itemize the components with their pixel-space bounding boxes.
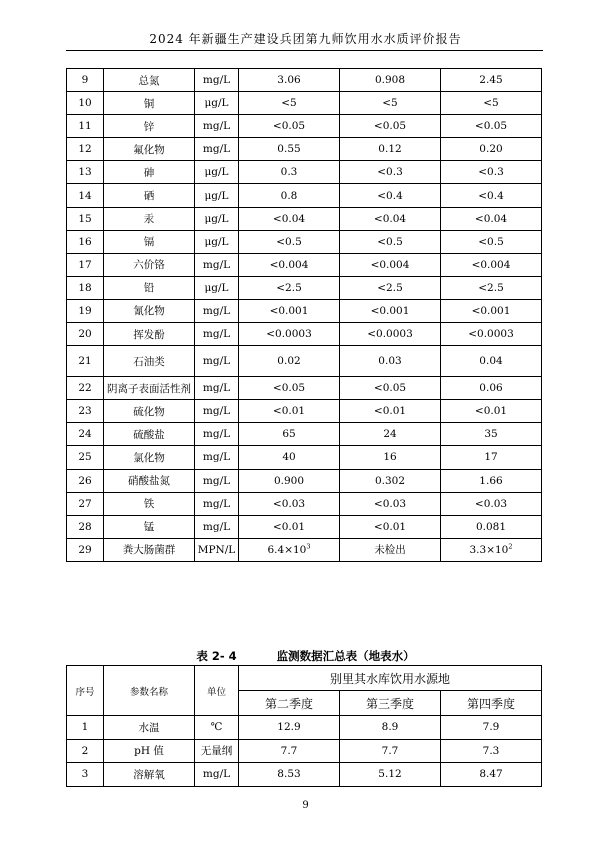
- parameter-unit: μg/L: [195, 184, 239, 207]
- parameter-unit: ℃: [195, 716, 239, 740]
- value-q3: <0.004: [340, 253, 441, 276]
- parameter-unit: μg/L: [195, 230, 239, 253]
- parameter-name: 六价铬: [104, 253, 195, 276]
- table-row: [67, 138, 542, 161]
- value-q3: 0.03: [340, 346, 441, 377]
- parameter-unit: mg/L: [195, 299, 239, 322]
- value-base: 6.4×10: [267, 543, 307, 556]
- parameter-name: 硫化物: [104, 400, 195, 423]
- value-q4: [441, 538, 542, 561]
- value-q4: 8.47: [441, 763, 542, 787]
- table-header-row: [67, 666, 542, 691]
- value-q2: <0.01: [239, 400, 340, 423]
- parameter-unit: mg/L: [195, 115, 239, 138]
- value-q2: <2.5: [239, 276, 340, 299]
- row-number: 24: [67, 423, 104, 446]
- parameter-name: 水温: [104, 716, 195, 740]
- row-number: 17: [67, 253, 104, 276]
- value-q2: <0.03: [239, 492, 340, 515]
- value-q3: 16: [340, 446, 441, 469]
- parameter-name: 锌: [104, 115, 195, 138]
- value-q4: 7.9: [441, 716, 542, 740]
- value-q2: 7.7: [239, 739, 340, 763]
- table-row: [67, 92, 542, 115]
- row-number: 2: [67, 739, 104, 763]
- table-row: [67, 400, 542, 423]
- parameter-unit: μg/L: [195, 207, 239, 230]
- value-q4: 7.3: [441, 739, 542, 763]
- table-row: [67, 739, 542, 763]
- row-number: 12: [67, 138, 104, 161]
- value-q4: 17: [441, 446, 542, 469]
- row-number: 27: [67, 492, 104, 515]
- table-row: [67, 253, 542, 276]
- value-q4: 0.20: [441, 138, 542, 161]
- header-q3: 第三季度: [340, 691, 441, 716]
- parameter-unit: mg/L: [195, 469, 239, 492]
- value-q2: <0.5: [239, 230, 340, 253]
- table-row: [67, 763, 542, 787]
- table-row: [67, 446, 542, 469]
- value-q2: <0.0003: [239, 323, 340, 346]
- value-q4: <0.001: [441, 299, 542, 322]
- row-number: 28: [67, 515, 104, 538]
- row-number: 13: [67, 161, 104, 184]
- page-header: 2024 年新疆生产建设兵团第九师饮用水水质评价报告: [149, 32, 462, 46]
- parameter-unit: mg/L: [195, 492, 239, 515]
- header-q2: 第二季度: [239, 691, 340, 716]
- row-number: 10: [67, 92, 104, 115]
- value-q3: 未检出: [340, 538, 441, 561]
- value-q3: <0.4: [340, 184, 441, 207]
- table-row: [67, 276, 542, 299]
- value-base: 3.3×10: [469, 543, 509, 556]
- value-q3: <5: [340, 92, 441, 115]
- row-number: 9: [67, 69, 104, 92]
- header-unit: 单位: [195, 666, 239, 716]
- value-q2: [239, 538, 340, 561]
- row-number: 19: [67, 299, 104, 322]
- value-q4: 0.081: [441, 515, 542, 538]
- row-number: 26: [67, 469, 104, 492]
- parameter-unit: MPN/L: [195, 538, 239, 561]
- parameter-name: 溶解氧: [104, 763, 195, 787]
- row-number: 25: [67, 446, 104, 469]
- parameter-name: 总氮: [104, 69, 195, 92]
- value-q3: 24: [340, 423, 441, 446]
- parameter-unit: mg/L: [195, 377, 239, 400]
- value-q2: 40: [239, 446, 340, 469]
- value-q2: <0.05: [239, 115, 340, 138]
- value-exponent: 2: [508, 542, 513, 551]
- parameter-unit: mg/L: [195, 400, 239, 423]
- value-q3: 0.908: [340, 69, 441, 92]
- header-q4: 第四季度: [441, 691, 542, 716]
- parameter-name: 氟化物: [104, 138, 195, 161]
- parameter-unit: mg/L: [195, 346, 239, 377]
- parameter-unit: μg/L: [195, 276, 239, 299]
- value-q4: <0.004: [441, 253, 542, 276]
- value-q2: 0.900: [239, 469, 340, 492]
- row-number: 14: [67, 184, 104, 207]
- value-q2: <5: [239, 92, 340, 115]
- parameter-name: 阴离子表面活性剂: [104, 377, 195, 400]
- row-number: 20: [67, 323, 104, 346]
- table-caption-title: 监测数据汇总表（地表水）: [276, 649, 415, 663]
- parameter-unit: mg/L: [195, 515, 239, 538]
- value-q3: <2.5: [340, 276, 441, 299]
- value-q3: <0.3: [340, 161, 441, 184]
- water-quality-table-body: [67, 69, 542, 562]
- parameter-unit: mg/L: [195, 69, 239, 92]
- row-number: 11: [67, 115, 104, 138]
- parameter-unit: μg/L: [195, 161, 239, 184]
- row-number: 15: [67, 207, 104, 230]
- value-q4: <0.3: [441, 161, 542, 184]
- parameter-unit: mg/L: [195, 253, 239, 276]
- table-row: [67, 323, 542, 346]
- value-q3: 0.302: [340, 469, 441, 492]
- table-row: [67, 115, 542, 138]
- table-row: [67, 230, 542, 253]
- value-q3: <0.001: [340, 299, 441, 322]
- value-q3: <0.04: [340, 207, 441, 230]
- parameter-unit: mg/L: [195, 763, 239, 787]
- table-row: [67, 469, 542, 492]
- value-q4: 1.66: [441, 469, 542, 492]
- value-q4: 0.04: [441, 346, 542, 377]
- value-q3: 8.9: [340, 716, 441, 740]
- value-q2: 0.02: [239, 346, 340, 377]
- row-number: 21: [67, 346, 104, 377]
- surface-water-summary-table: [66, 665, 542, 787]
- value-q4: <2.5: [441, 276, 542, 299]
- parameter-name: 硒: [104, 184, 195, 207]
- value-q3: <0.0003: [340, 323, 441, 346]
- value-q2: <0.01: [239, 515, 340, 538]
- value-q2: <0.001: [239, 299, 340, 322]
- parameter-name: 石油类: [104, 346, 195, 377]
- value-q2: 0.8: [239, 184, 340, 207]
- parameter-name: 铁: [104, 492, 195, 515]
- header-source-name: 别里其水库饮用水源地: [239, 666, 542, 691]
- value-q3: <0.01: [340, 400, 441, 423]
- table-row: [67, 207, 542, 230]
- table-caption: [0, 648, 611, 664]
- value-q3: <0.01: [340, 515, 441, 538]
- value-q2: 0.55: [239, 138, 340, 161]
- surface-water-table-body: [67, 716, 542, 787]
- parameter-name: 铅: [104, 276, 195, 299]
- parameter-unit: mg/L: [195, 423, 239, 446]
- row-number: 1: [67, 716, 104, 740]
- value-q3: 7.7: [340, 739, 441, 763]
- parameter-name: 硝酸盐氮: [104, 469, 195, 492]
- parameter-unit: 无量纲: [195, 739, 239, 763]
- value-q3: <0.05: [340, 377, 441, 400]
- value-q2: 65: [239, 423, 340, 446]
- header-rule: [66, 50, 543, 51]
- value-q3: <0.5: [340, 230, 441, 253]
- table-row: [67, 492, 542, 515]
- header-serial-number: 序号: [67, 666, 104, 716]
- value-q3: <0.05: [340, 115, 441, 138]
- table-row: [67, 299, 542, 322]
- page-number: 9: [302, 800, 309, 811]
- row-number: 23: [67, 400, 104, 423]
- parameter-name: 粪大肠菌群: [104, 538, 195, 561]
- table-row: [67, 423, 542, 446]
- value-q3: 5.12: [340, 763, 441, 787]
- parameter-name: 挥发酚: [104, 323, 195, 346]
- value-q2: <0.004: [239, 253, 340, 276]
- parameter-name: 砷: [104, 161, 195, 184]
- value-q2: <0.04: [239, 207, 340, 230]
- water-quality-table-continued: [66, 68, 542, 562]
- table-row: [67, 377, 542, 400]
- value-q4: <0.05: [441, 115, 542, 138]
- parameter-unit: μg/L: [195, 92, 239, 115]
- value-q4: <0.03: [441, 492, 542, 515]
- row-number: 29: [67, 538, 104, 561]
- table-row: [67, 184, 542, 207]
- value-q2: 12.9: [239, 716, 340, 740]
- parameter-name: 氰化物: [104, 299, 195, 322]
- parameter-unit: mg/L: [195, 446, 239, 469]
- parameter-name: 锰: [104, 515, 195, 538]
- value-q4: <0.0003: [441, 323, 542, 346]
- value-q4: <0.5: [441, 230, 542, 253]
- header-parameter-name: 参数名称: [104, 666, 195, 716]
- row-number: 22: [67, 377, 104, 400]
- row-number: 3: [67, 763, 104, 787]
- value-exponent: 3: [306, 542, 311, 551]
- row-number: 18: [67, 276, 104, 299]
- value-q4: <0.04: [441, 207, 542, 230]
- parameter-name: pH 值: [104, 739, 195, 763]
- parameter-name: 硫酸盐: [104, 423, 195, 446]
- value-q3: 0.12: [340, 138, 441, 161]
- table-row: [67, 161, 542, 184]
- value-q2: 8.53: [239, 763, 340, 787]
- value-q4: 35: [441, 423, 542, 446]
- value-q3: <0.03: [340, 492, 441, 515]
- value-q2: <0.05: [239, 377, 340, 400]
- value-q2: 3.06: [239, 69, 340, 92]
- table-row: [67, 515, 542, 538]
- table-row: [67, 538, 542, 561]
- value-q4: <0.01: [441, 400, 542, 423]
- table-row: [67, 716, 542, 740]
- parameter-name: 镉: [104, 230, 195, 253]
- parameter-name: 汞: [104, 207, 195, 230]
- value-q4: <0.4: [441, 184, 542, 207]
- table-row: [67, 69, 542, 92]
- value-q2: 0.3: [239, 161, 340, 184]
- table-caption-number: 表 2- 4: [196, 649, 237, 663]
- value-q4: 2.45: [441, 69, 542, 92]
- value-q4: 0.06: [441, 377, 542, 400]
- parameter-name: 氯化物: [104, 446, 195, 469]
- row-number: 16: [67, 230, 104, 253]
- table-row: [67, 346, 542, 377]
- parameter-unit: mg/L: [195, 138, 239, 161]
- parameter-unit: mg/L: [195, 323, 239, 346]
- parameter-name: 铜: [104, 92, 195, 115]
- value-q4: <5: [441, 92, 542, 115]
